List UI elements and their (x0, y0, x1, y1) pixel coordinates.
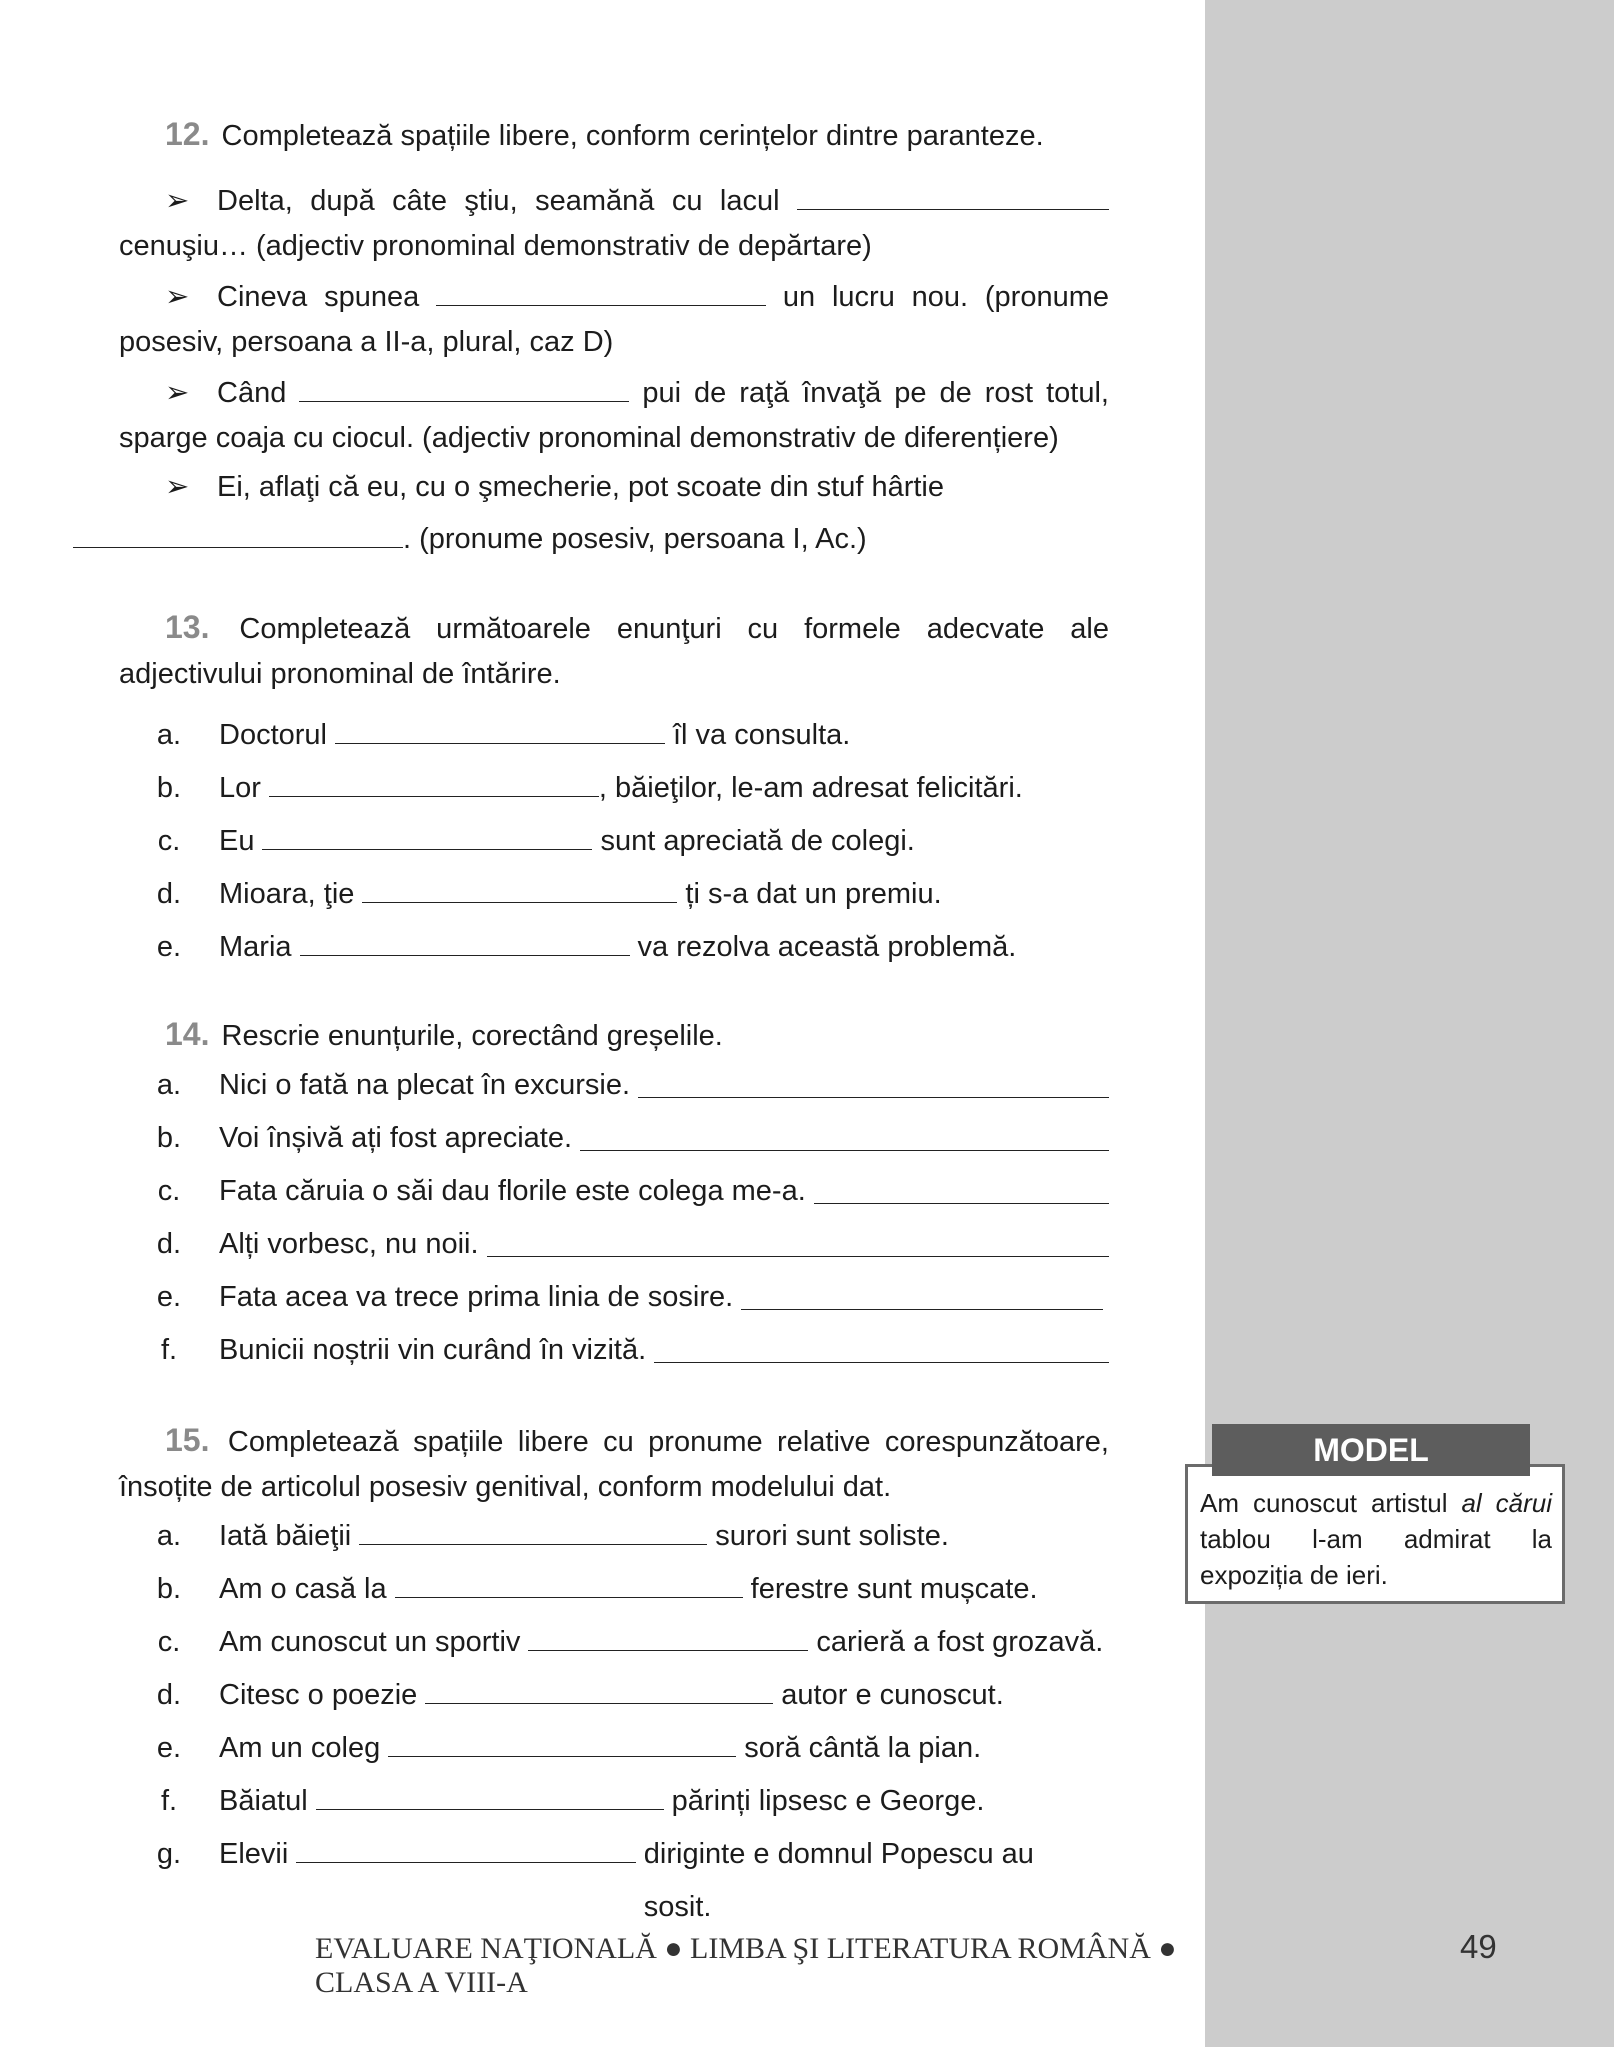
item-letter: e. (156, 1732, 182, 1764)
answer-blank[interactable] (395, 1567, 743, 1598)
exercise-12-heading (119, 112, 1109, 159)
item-letter: e. (156, 931, 182, 963)
item-letter: a. (156, 1520, 182, 1552)
list-item (119, 1218, 1109, 1271)
exercise-15 (119, 1418, 1109, 1923)
item-letter: d. (156, 1679, 182, 1711)
list-item (119, 921, 1109, 974)
answer-blank[interactable] (528, 1620, 808, 1651)
arrow-bullet-icon: ➢ (165, 471, 190, 503)
exercise-title: Rescrie enunțurile, corectând greșelile. (221, 1020, 723, 1052)
answer-blank[interactable] (300, 925, 630, 956)
item-text: Mioara, ţie (219, 878, 355, 910)
item-letter: d. (156, 1228, 182, 1260)
item-text: pui de raţă învaţă pe de rost totul, sparge coaja cu ciocul. (adjectiv pronominal demonstrativ de diferențiere) (119, 377, 1109, 454)
item-text: carieră a fost grozavă. (816, 1626, 1104, 1658)
item-text: Nici o fată na plecat în excursie. (219, 1069, 631, 1101)
gray-margin (1205, 0, 1614, 2047)
item-text: Eu (219, 825, 255, 857)
item-letter: a. (156, 719, 182, 751)
exercise-14-heading (119, 1012, 1109, 1059)
item-letter: c. (157, 1626, 181, 1658)
answer-blank[interactable] (335, 713, 665, 744)
answer-line[interactable] (654, 1332, 1109, 1363)
item-letter: b. (156, 1573, 182, 1605)
bullet-item (119, 461, 1109, 565)
item-text: Am cunoscut un sportiv (219, 1626, 521, 1658)
exercise-number: 13. (165, 609, 210, 645)
item-text: Lor (219, 772, 261, 804)
arrow-bullet-icon: ➢ (165, 281, 190, 313)
answer-blank[interactable] (296, 1832, 636, 1863)
model-emphasis: al cărui (1461, 1488, 1552, 1518)
item-text: . (pronume posesiv, persoana I, Ac.) (403, 523, 867, 555)
list-item (119, 1165, 1109, 1218)
page-footer: EVALUARE NAŢIONALĂ ● LIMBA ŞI LITERATURA ROMÂNĂ ● CLASA A VIII-A (315, 1932, 1177, 1999)
exercise-15-heading (119, 1418, 1109, 1510)
answer-blank[interactable] (299, 371, 629, 402)
exercise-12 (119, 112, 1109, 565)
item-text: Fata căruia o săi dau florile este colega me-a. (219, 1175, 806, 1207)
list-item (119, 1828, 1109, 1923)
bullet-item (119, 275, 1109, 365)
item-letter: f. (160, 1334, 178, 1366)
item-letter: a. (156, 1069, 182, 1101)
answer-blank[interactable] (73, 517, 403, 548)
item-text: Fata acea va trece prima linia de sosire. (219, 1281, 734, 1313)
page-number: 49 (1460, 1928, 1497, 1965)
answer-blank[interactable] (262, 819, 592, 850)
answer-blank[interactable] (359, 1514, 707, 1545)
item-text: diriginte e domnul Popescu au sosit. (643, 1838, 1034, 1923)
arrow-bullet-icon: ➢ (165, 185, 190, 217)
item-text: Băiatul (219, 1785, 308, 1817)
item-text: cenuşiu… (adjectiv pronominal demonstrativ de depărtare) (119, 230, 872, 262)
item-text: Maria (219, 931, 292, 963)
answer-blank[interactable] (388, 1726, 736, 1757)
item-text: , băieţilor, le-am adresat felicitări. (598, 772, 1023, 804)
item-letter: d. (156, 878, 182, 910)
item-text: Când (217, 377, 287, 409)
list-item (119, 868, 1109, 921)
answer-blank[interactable] (425, 1673, 773, 1704)
list-item (119, 815, 1109, 868)
item-text: va rezolva această problemă. (637, 931, 1017, 963)
list-item (119, 1616, 1109, 1669)
answer-line[interactable] (487, 1226, 1109, 1257)
item-text: soră cântă la pian. (744, 1732, 982, 1764)
item-text: ferestre sunt mușcate. (750, 1573, 1038, 1605)
list-item (119, 1775, 1109, 1828)
list-item (119, 1510, 1109, 1563)
model-text-box (1185, 1464, 1565, 1604)
item-text: Bunicii noștrii vin curând în vizită. (219, 1334, 647, 1366)
exercise-13 (119, 605, 1109, 974)
answer-line[interactable] (638, 1067, 1109, 1098)
answer-blank[interactable] (362, 872, 677, 903)
exercise-14 (119, 1012, 1109, 1377)
list-item (119, 1563, 1109, 1616)
item-text: autor e cunoscut. (781, 1679, 1004, 1711)
item-letter: c. (157, 1175, 181, 1207)
exercise-title: Completează spațiile libere cu pronume relative corespunzătoare, însoțite de articolul posesiv genitival, conform modelului dat. (119, 1426, 1109, 1503)
answer-blank[interactable] (797, 179, 1109, 210)
item-text: Cineva spunea (217, 281, 420, 313)
model-text: tablou l-am admirat la expoziția de ieri. (1200, 1524, 1552, 1590)
item-text: ți s-a dat un premiu. (685, 878, 942, 910)
exercise-number: 14. (165, 1016, 210, 1052)
exercise-title: Completează următoarele enunţuri cu formele adecvate ale adjectivului pronominal de întărire. (119, 613, 1110, 690)
list-item (119, 1722, 1109, 1775)
exercise-number: 15. (165, 1422, 210, 1458)
list-item (119, 1271, 1109, 1324)
item-text: sunt apreciată de colegi. (600, 825, 915, 857)
item-letter: b. (156, 1122, 182, 1154)
list-item (119, 709, 1109, 762)
item-text: Delta, după câte ştiu, seamănă cu lacul (217, 185, 780, 217)
item-text: Citesc o poezie (219, 1679, 418, 1711)
item-text: părinți lipsesc e George. (671, 1785, 985, 1817)
list-item (119, 1112, 1109, 1165)
answer-blank[interactable] (316, 1779, 664, 1810)
item-text: Ei, aflaţi că eu, cu o şmecherie, pot scoate din stuf hârtie (217, 471, 944, 503)
item-text: Iată băieţii (219, 1520, 352, 1552)
model-text: Am cunoscut artistul (1200, 1488, 1462, 1518)
item-text: Alți vorbesc, nu noii. (219, 1228, 479, 1260)
list-item (119, 1669, 1109, 1722)
answer-line[interactable] (580, 1120, 1109, 1151)
item-letter: c. (157, 825, 181, 857)
exercise-title: Completează spațiile libere, conform cerințelor dintre paranteze. (221, 120, 1044, 152)
item-text: Am un coleg (219, 1732, 381, 1764)
item-text: Voi înșivă ați fost apreciate. (219, 1122, 573, 1154)
item-text: Doctorul (219, 719, 327, 751)
answer-blank[interactable] (269, 766, 599, 797)
answer-line[interactable] (741, 1279, 1103, 1310)
item-text: Am o casă la (219, 1573, 387, 1605)
item-text: un lucru nou. (pronume posesiv, persoana a II-a, plural, caz D) (119, 281, 1110, 358)
item-text: îl va consulta. (673, 719, 851, 751)
list-item (119, 762, 1109, 815)
answer-blank[interactable] (436, 275, 766, 306)
bullet-item (119, 371, 1109, 461)
bullet-item (119, 179, 1109, 269)
item-letter: e. (156, 1281, 182, 1313)
item-text: surori sunt soliste. (715, 1520, 949, 1552)
item-letter: b. (156, 772, 182, 804)
list-item (119, 1324, 1109, 1377)
item-letter: g. (156, 1838, 182, 1870)
answer-line[interactable] (814, 1173, 1109, 1204)
exercise-number: 12. (165, 116, 210, 152)
model-label: MODEL (1212, 1424, 1530, 1476)
item-letter: f. (160, 1785, 178, 1817)
list-item (119, 1059, 1109, 1112)
exercise-13-heading (119, 605, 1109, 697)
item-text: Elevii (219, 1838, 289, 1870)
arrow-bullet-icon: ➢ (165, 377, 190, 409)
